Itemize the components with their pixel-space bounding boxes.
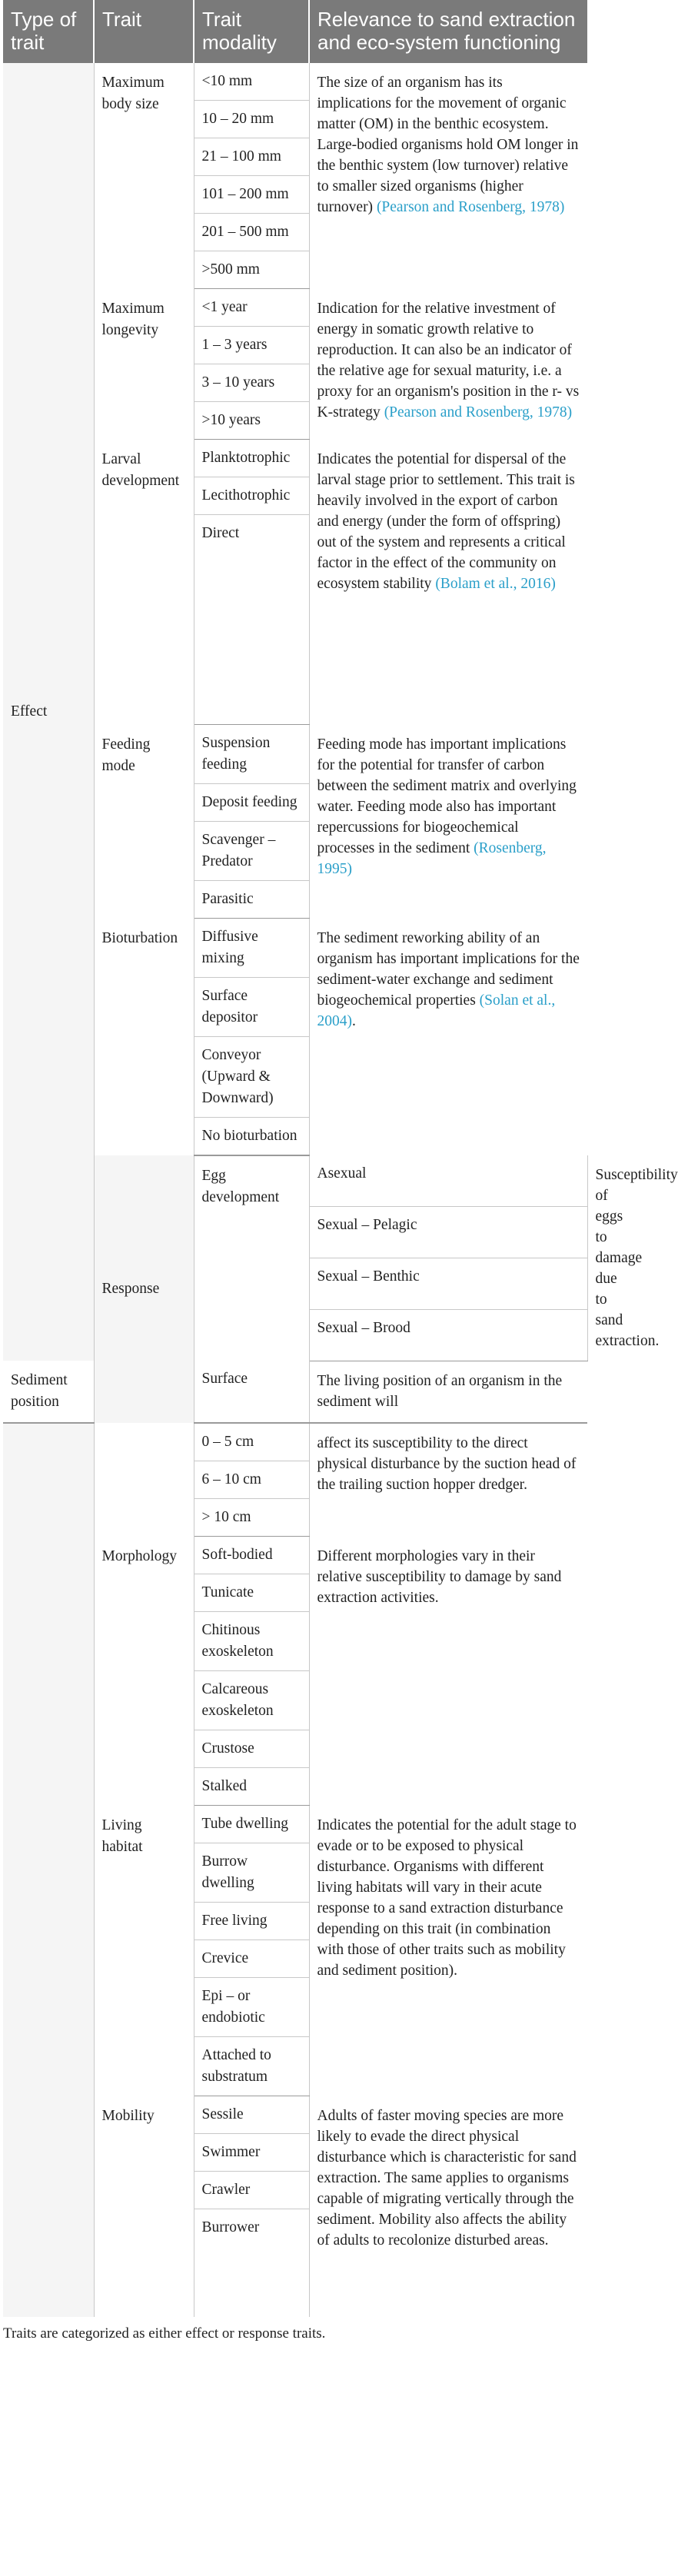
trait-name: Sediment position: [3, 1361, 94, 1423]
modality-cell: Crustose: [194, 1730, 309, 1768]
modality-cell: Suspension feeding: [194, 725, 309, 784]
modality-cell: >10 years: [194, 402, 309, 440]
modality-cell: Parasitic: [194, 881, 309, 919]
modality-cell: Sexual – Brood: [309, 1309, 587, 1361]
modality-cell: Sexual – Benthic: [309, 1258, 587, 1309]
modality-cell: 21 – 100 mm: [194, 138, 309, 176]
modality-cell: Burrow dwelling: [194, 1843, 309, 1903]
trait-name: Larval development: [94, 440, 194, 725]
citation-link[interactable]: (Solan et al., 2004): [317, 992, 556, 1029]
header-modality: Trait modality: [194, 0, 309, 63]
modality-cell: 101 – 200 mm: [194, 176, 309, 214]
header-type: Type of trait: [3, 0, 94, 63]
modality-cell: Attached to substratum: [194, 2037, 309, 2096]
citation-link[interactable]: (Pearson and Rosenberg, 1978): [376, 199, 565, 215]
modality-cell: 0 – 5 cm: [194, 1423, 309, 1461]
relevance-cell: [309, 289, 587, 440]
modality-cell: > 10 cm: [194, 1499, 309, 1537]
citation-link[interactable]: (Bolam et al., 2016): [435, 575, 556, 592]
modality-cell: Surface depositor: [194, 978, 309, 1037]
modality-cell: Lecithotrophic: [194, 477, 309, 515]
modality-cell: >500 mm: [194, 251, 309, 289]
modality-cell: Conveyor (Upward & Downward): [194, 1037, 309, 1118]
table-footnote: Traits are categorized as either effect or response traits.: [3, 2325, 326, 2342]
modality-cell: Calcareous exoskeleton: [194, 1671, 309, 1730]
relevance-cell: affect its susceptibility to the direct physical disturbance by the suction head of the trailing suction hopper dredger.: [317, 1435, 577, 1493]
modality-cell: Deposit feeding: [194, 784, 309, 822]
modality-cell: Planktotrophic: [194, 440, 309, 477]
trait-name-continued: [94, 1423, 194, 1537]
citation-link[interactable]: (Rosenberg, 1995): [317, 839, 547, 877]
modality-cell: 3 – 10 years: [194, 364, 309, 402]
trait-name: Morphology: [94, 1537, 194, 1806]
relevance-cell: [309, 63, 587, 289]
relevance-cell: [309, 440, 587, 725]
type-effect: Effect: [3, 63, 94, 1361]
modality-cell: 1 – 3 years: [194, 327, 309, 364]
modality-cell: <10 mm: [194, 63, 309, 101]
trait-name: Living habitat: [94, 1806, 194, 2096]
type-continued: [3, 1423, 94, 2317]
relevance-cell: The living position of an organism in the sediment will: [309, 1361, 587, 1423]
type-response: Response: [94, 1155, 194, 1423]
modality-cell: Tunicate: [194, 1574, 309, 1612]
trait-name: Maximum longevity: [94, 289, 194, 440]
relevance-end: .: [352, 1012, 356, 1029]
relevance-cell: Different morphologies vary in their relative susceptibility to damage by sand extraction activities.: [317, 1547, 562, 1606]
citation-link[interactable]: (Pearson and Rosenberg, 1978): [384, 404, 573, 420]
modality-cell: Epi – or endobiotic: [194, 1978, 309, 2037]
table-row: [3, 63, 587, 101]
modality-cell: Asexual: [309, 1155, 587, 1206]
modality-cell: Crawler: [194, 2172, 309, 2209]
header-row: [3, 0, 587, 63]
modality-cell: No bioturbation: [194, 1118, 309, 1156]
modality-cell: Sexual – Pelagic: [309, 1206, 587, 1258]
modality-cell: Stalked: [194, 1768, 309, 1806]
relevance-text: Indication for the relative investment of energy in somatic growth relative to reproduction. It can also be an indicator of the relative age for sexual maturity, i.e. a proxy for an organism's position in the r- vs K-strategy: [317, 300, 580, 420]
modality-cell: 10 – 20 mm: [194, 101, 309, 138]
modality-cell: Tube dwelling: [194, 1806, 309, 1843]
relevance-cell: [309, 725, 587, 919]
relevance-text: The sediment reworking ability of an organism has important implications for the sediment-water exchange and sediment biogeochemical properties: [317, 929, 580, 1009]
traits-table: [3, 0, 678, 2317]
relevance-cell: [309, 919, 587, 1156]
header-relevance: Relevance to sand extraction and eco-system functioning: [309, 0, 587, 63]
relevance-text: Feeding mode has important implications for the potential for transfer of carbon between the sediment matrix and overlying water. Feeding mode also has important repercussions for biogeochemical processes in the sediment: [317, 736, 577, 856]
table-row: [3, 1361, 587, 1423]
modality-cell: Swimmer: [194, 2134, 309, 2172]
modality-cell: Direct: [194, 515, 309, 725]
relevance-text: The size of an organism has its implications for the movement of organic matter (OM) in the benthic ecosystem. Large-bodied organisms hold OM longer in the benthic system (low turnover) relative to smaller sized organisms (higher turnover): [317, 75, 579, 215]
table-row: [3, 1423, 587, 1461]
relevance-text: Indicates the potential for dispersal of the larval stage prior to settlement. This trait is heavily involved in the export of carbon and energy (under the form of offspring) out of the system and represents a critical factor in the effect of the community on ecosystem stability: [317, 450, 575, 592]
modality-cell: Diffusive mixing: [194, 919, 309, 978]
modality-cell: 6 – 10 cm: [194, 1461, 309, 1499]
header-trait: Trait: [94, 0, 194, 63]
modality-cell: Sessile: [194, 2096, 309, 2134]
modality-cell: 201 – 500 mm: [194, 214, 309, 251]
trait-name: Maximum body size: [94, 63, 194, 289]
modality-cell: Scavenger – Predator: [194, 822, 309, 881]
trait-name: Mobility: [94, 2096, 194, 2318]
relevance-cell: Adults of faster moving species are more likely to evade the direct physical disturbance which is characteristic for sand extraction. The same applies to organisms capable of migrating vertically through the sediment. Mobility also affects the ability of adults to recolonize disturbed areas.: [317, 2107, 577, 2249]
modality-cell: Surface: [194, 1361, 309, 1423]
trait-name: Feeding mode: [94, 725, 194, 919]
trait-name: Bioturbation: [94, 919, 194, 1156]
modality-cell: Burrower: [194, 2209, 309, 2318]
table-row: Response Egg development Asexual Susceptibility of eggs to damage due to sand extraction.: [3, 1155, 587, 1206]
modality-cell: Crevice: [194, 1940, 309, 1978]
modality-cell: Soft-bodied: [194, 1537, 309, 1574]
modality-cell: <1 year: [194, 289, 309, 327]
relevance-cell: Indicates the potential for the adult stage to evade or to be exposed to physical disturbance. Organisms with different living habitats will vary in their acute response to a sand extraction disturbance depending on this trait (in combination with those of other traits such as mobility and sediment position).: [317, 1816, 577, 1979]
trait-name: Egg development: [194, 1155, 309, 1361]
modality-cell: Free living: [194, 1903, 309, 1940]
modality-cell: Chitinous exoskeleton: [194, 1612, 309, 1671]
